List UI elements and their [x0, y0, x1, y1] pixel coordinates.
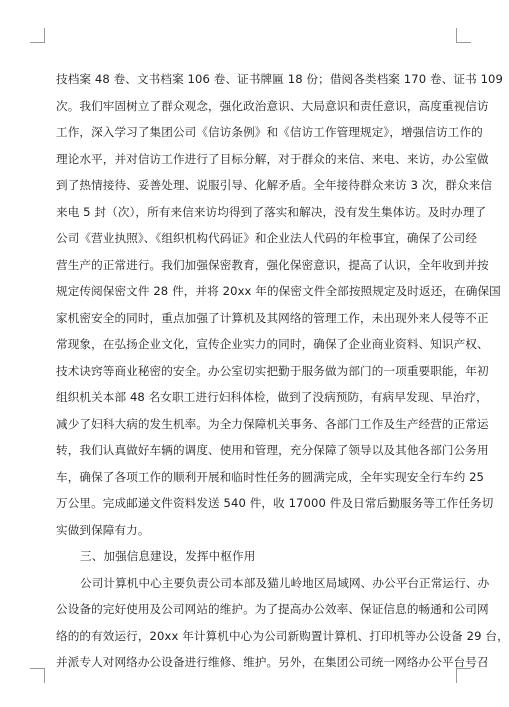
text-line: 公司计算机中心主要负责公司本部及猫儿岭地区局域网、办公平台正常运行、办 — [80, 575, 490, 590]
text-line: 来电 5 封（次），所有来信来访均得到了落实和解决，没有发生集体访。及时办理了 — [56, 204, 487, 219]
text-line: 技术诀窍等商业秘密的安全。办公室切实把勤于服务做为部门的一项重要职能，年初 — [56, 363, 489, 378]
text-line: 组织机关本部 48 名女职工进行妇科体检，做到了没病预防，有病早发现、早治疗， — [56, 390, 488, 404]
text-line: 车，确保了各项工作的顺利开展和临时性任务的圆满完成，全年实现安全行车约 25 — [56, 469, 485, 484]
text-line: 实做到保障有力。 — [56, 522, 150, 537]
text-line: 规定传阅保密文件 28 件，并将 20xx 年的保密文件全部按照规定及时返还，在确保国 — [56, 284, 501, 298]
section-heading: 三、加强信息建设，发挥中枢作用 — [80, 549, 256, 563]
text-line: 公司《营业执照》、《组织机构代码证》和企业法人代码的年检事宜，确保了公司经 — [56, 231, 478, 245]
text-line: 常现象，在弘扬企业文化，宣传企业实力的同时，确保了企业商业资料、知识产权、 — [56, 337, 489, 351]
text-line: 工作，深入学习了集团公司《信访条例》和《信访工作管理规定》，增强信访工作的 — [56, 125, 483, 139]
text-line: 减少了妇科大病的发生机率。为全力保障机关事务、各部门工作及生产经营的正常运 — [56, 416, 489, 431]
text-line: 家机密安全的同时，重点加强了计算机及其网络的管理工作，未出现外来人侵等不正 — [56, 310, 489, 325]
text-line: 理论水平，并对信访工作进行了目标分解，对于群众的来信、来电、来访，办公室做 — [56, 151, 489, 166]
text-line: 公设备的完好使用及公司网站的维护。为了提高办公效率、保证信息的畅通和公司网 — [56, 602, 489, 616]
text-line: 并派专人对网络办公设备进行维修、维护。另外，在集团公司统一网络办公平台号召 — [56, 655, 489, 669]
text-line: 次。我们牢固树立了群众观念，强化政治意识、大局意识和责任意识，高度重视信访 — [56, 98, 489, 113]
text-line: 到了热情接待、妥善处理、说服引导、化解矛盾。全年接待群众来访 3 次，群众来信 — [56, 178, 493, 192]
text-line: 营生产的正常进行。我们加强保密教育，强化保密意识，提高了认识，全年收到并按 — [56, 257, 489, 272]
text-line: 万公里。完成邮递文件资料发送 540 件，收 17000 件及日常后勤服务等工作任务切 — [56, 496, 494, 510]
text-line: 技档案 48 卷、文书档案 106 卷、证书牌匾 18 份；借阅各类档案 170 卷、证书 109 — [56, 72, 503, 86]
document-body — [56, 66, 509, 676]
crop-mark-bottom-right — [456, 668, 471, 683]
crop-mark-bottom-left — [30, 668, 45, 683]
text-line: 转，我们认真做好车辆的调度、使用和管理，充分保障了领导以及其他各部门公务用 — [56, 443, 489, 457]
text-line: 络的的有效运行，20xx 年计算机中心为公司新购置计算机、打印机等办公设备 29 台， — [56, 628, 509, 643]
crop-mark-top-right — [456, 28, 471, 43]
crop-mark-top-left — [30, 28, 45, 43]
